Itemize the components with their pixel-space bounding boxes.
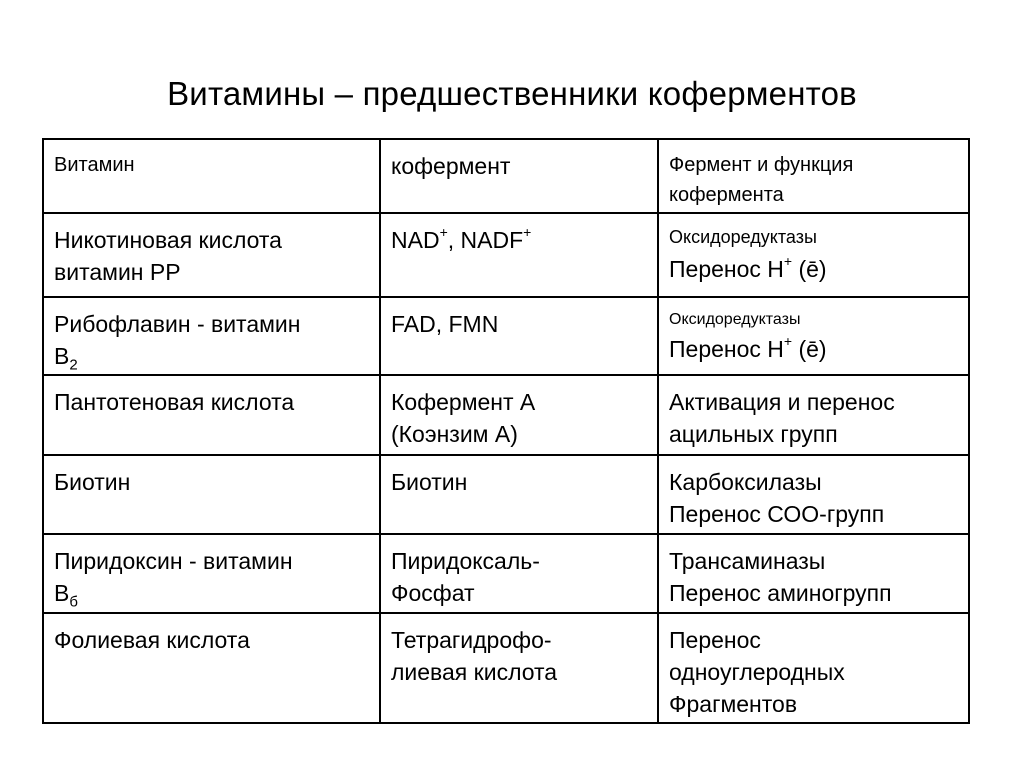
vitamin-cell [43,375,380,455]
function-text-main: Перенос Н [669,336,784,362]
coenzyme-cell [380,455,658,534]
vitamin-name-line1: Никотиновая кислота [54,227,282,253]
function-cell [658,375,969,455]
vitamin-name-line1: Пиридоксин - витамин [54,548,293,574]
coenzyme-line1: Пиридоксаль- [391,548,540,574]
vitamin-name-line1: Рибофлавин - витамин [54,311,301,337]
vitamin-name-line2 [54,340,371,372]
vitamin-subscript: б [69,593,78,611]
function-tail: (ē) [792,256,827,282]
function-line2: одноуглеродных [669,659,845,685]
function-line1: Перенос [669,627,761,653]
coenzyme-nadf-charge: + [523,224,532,241]
function-line1: Активация и перенос [669,389,895,415]
function-tail: (ē) [792,336,827,362]
function-cell [658,455,969,534]
vitamin-name-line2: витамин РР [54,259,181,285]
coenzyme-nad: NAD [391,227,440,253]
vitamin-cell [43,455,380,534]
coenzyme-line1: Тетрагидрофо- [391,627,552,653]
function-cell [658,213,969,297]
function-cell [658,297,969,375]
vitamin-letter: В [54,343,70,369]
function-charge: + [783,333,793,350]
vitamin-letter: В [54,580,70,606]
coenzyme-line2: Фосфат [391,580,475,606]
function-line2: ацильных групп [669,421,838,447]
coenzyme-line1: Кофермент А [391,389,536,415]
enzyme-class: Оксидоредуктазы [669,311,801,328]
coenzyme-cell [380,213,658,297]
vitamin-cell [43,213,380,297]
function-line1: Карбоксилазы [669,469,822,495]
vitamin-name-line2 [54,577,371,609]
coenzyme-line2: (Коэнзим А) [391,421,518,447]
function-cell [658,613,969,723]
vitamin-cell [43,534,380,613]
function-line3: Фрагментов [669,691,798,717]
table-row [43,534,969,613]
vitamin-cell [43,613,380,723]
function-text-main: Перенос Н [669,256,784,282]
vitamin-cell [43,297,380,375]
coenzyme-name: FAD, FMN [391,311,499,337]
header-vitamin [43,139,380,213]
table-header-row [43,139,969,213]
vitamin-name: Пантотеновая кислота [54,389,295,415]
table-row [43,455,969,534]
vitamin-subscript: 2 [69,356,78,374]
header-vitamin-label: Витамин [54,154,135,176]
header-enzyme-function-line2: кофермента [669,184,784,206]
coenzyme-nad-charge: + [439,224,448,241]
function-charge: + [783,253,793,270]
coenzyme-cell [380,297,658,375]
header-coenzyme-label: кофермент [391,153,511,179]
enzyme-class: Оксидоредуктазы [669,227,817,247]
function-text [669,252,960,286]
header-coenzyme [380,139,658,213]
function-line2: Перенос аминогрупп [669,580,892,606]
coenzyme-cell [380,534,658,613]
coenzyme-name: Биотин [391,469,468,495]
coenzyme-cell [380,375,658,455]
table-row [43,297,969,375]
vitamin-name: Фолиевая кислота [54,627,250,653]
header-enzyme-function-line1: Фермент и функция [669,154,854,176]
vitamins-table [42,138,970,724]
function-cell [658,534,969,613]
slide-title: Витамины – предшественники коферментов [167,75,857,112]
header-enzyme-function [658,139,969,213]
coenzyme-cell [380,613,658,723]
function-line2: Перенос СОО-групп [669,501,885,527]
vitamin-name: Биотин [54,469,131,495]
function-line1: Трансаминазы [669,548,826,574]
coenzyme-nadf: NADF [460,227,524,253]
table-row [43,613,969,723]
coenzyme-separator: , [447,227,461,253]
coenzyme-line2: лиевая кислота [391,659,558,685]
table-row [43,375,969,455]
function-text [669,332,960,366]
table-row [43,213,969,297]
